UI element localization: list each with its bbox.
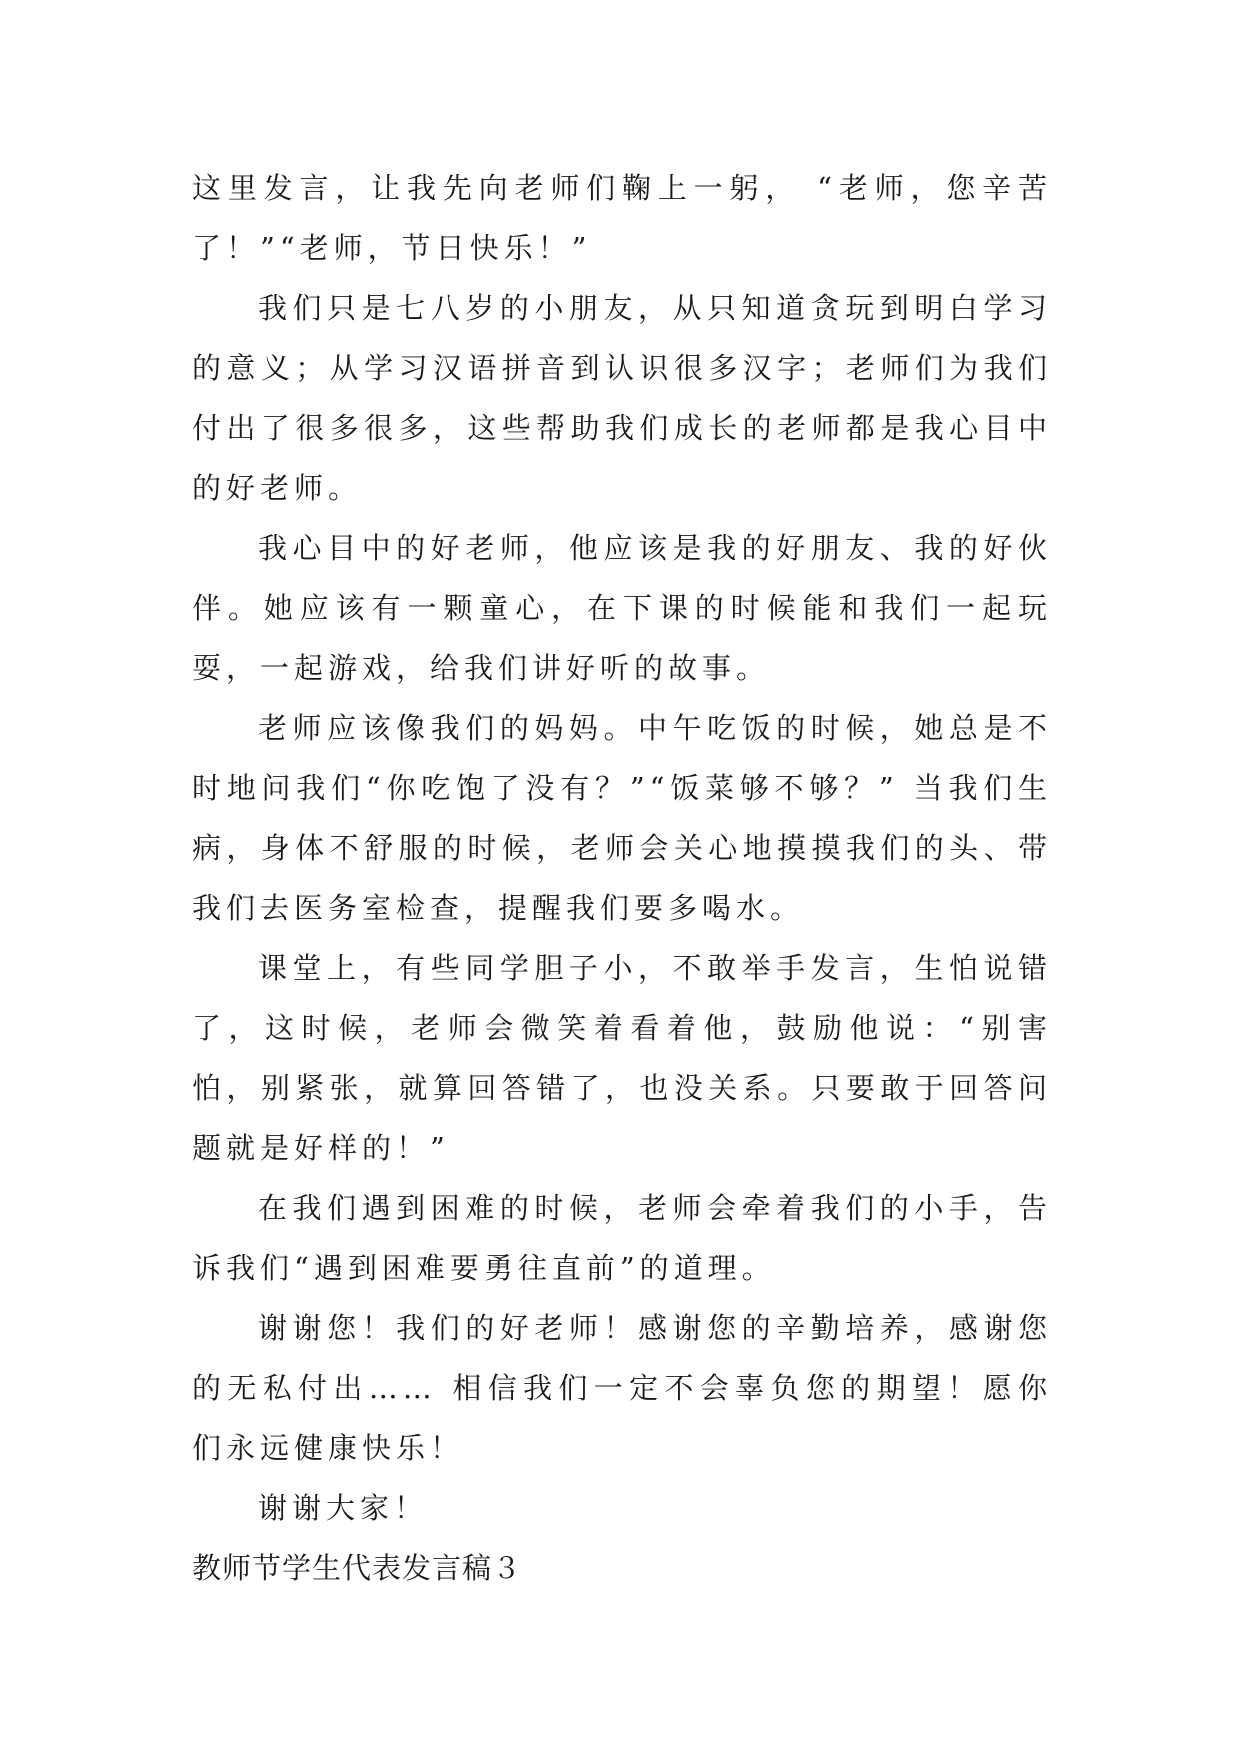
paragraph-7: 谢谢您！我们的好老师！感谢您的辛勤培养，感谢您的无私付出…… 相信我们一定不会辜负您的期望！愿你们永远健康快乐！ bbox=[192, 1311, 1052, 1465]
paragraph-4: 老师应该像我们的妈妈。中午吃饭的时候，她总是不时地问我们“你吃饱了没有？”“饭菜够不够？” 当我们生病，身体不舒服的时候，老师会关心地摸摸我们的头、带我们去医务室检查，提醒我们要多喝水。 bbox=[192, 711, 1052, 925]
paragraph-5: 课堂上，有些同学胆子小，不敢举手发言，生怕说错了，这时候，老师会微笑着看着他，鼓励他说：“别害怕，别紧张，就算回答错了，也没关系。只要敢于回答问题就是好样的！” bbox=[192, 951, 1052, 1165]
paragraph-3: 我心目中的好老师，他应该是我的好朋友、我的好伙伴。她应该有一颗童心，在下课的时候能和我们一起玩耍，一起游戏，给我们讲好听的故事。 bbox=[192, 531, 1052, 685]
paragraph-1: 这里发言，让我先向老师们鞠上一躬， “老师，您辛苦了！”“老师，节日快乐！” bbox=[192, 171, 1052, 265]
paragraph-8: 谢谢大家！ bbox=[258, 1491, 429, 1525]
paragraph-6: 在我们遇到困难的时候，老师会牵着我们的小手，告诉我们“遇到困难要勇往直前”的道理。 bbox=[192, 1191, 1052, 1285]
paragraph-2: 我们只是七八岁的小朋友，从只知道贪玩到明白学习的意义；从学习汉语拼音到认识很多汉字；老师们为我们付出了很多很多，这些帮助我们成长的老师都是我心目中的好老师。 bbox=[192, 291, 1052, 505]
document-body bbox=[192, 158, 1052, 1598]
section-heading: 教师节学生代表发言稿３ bbox=[192, 1551, 523, 1585]
